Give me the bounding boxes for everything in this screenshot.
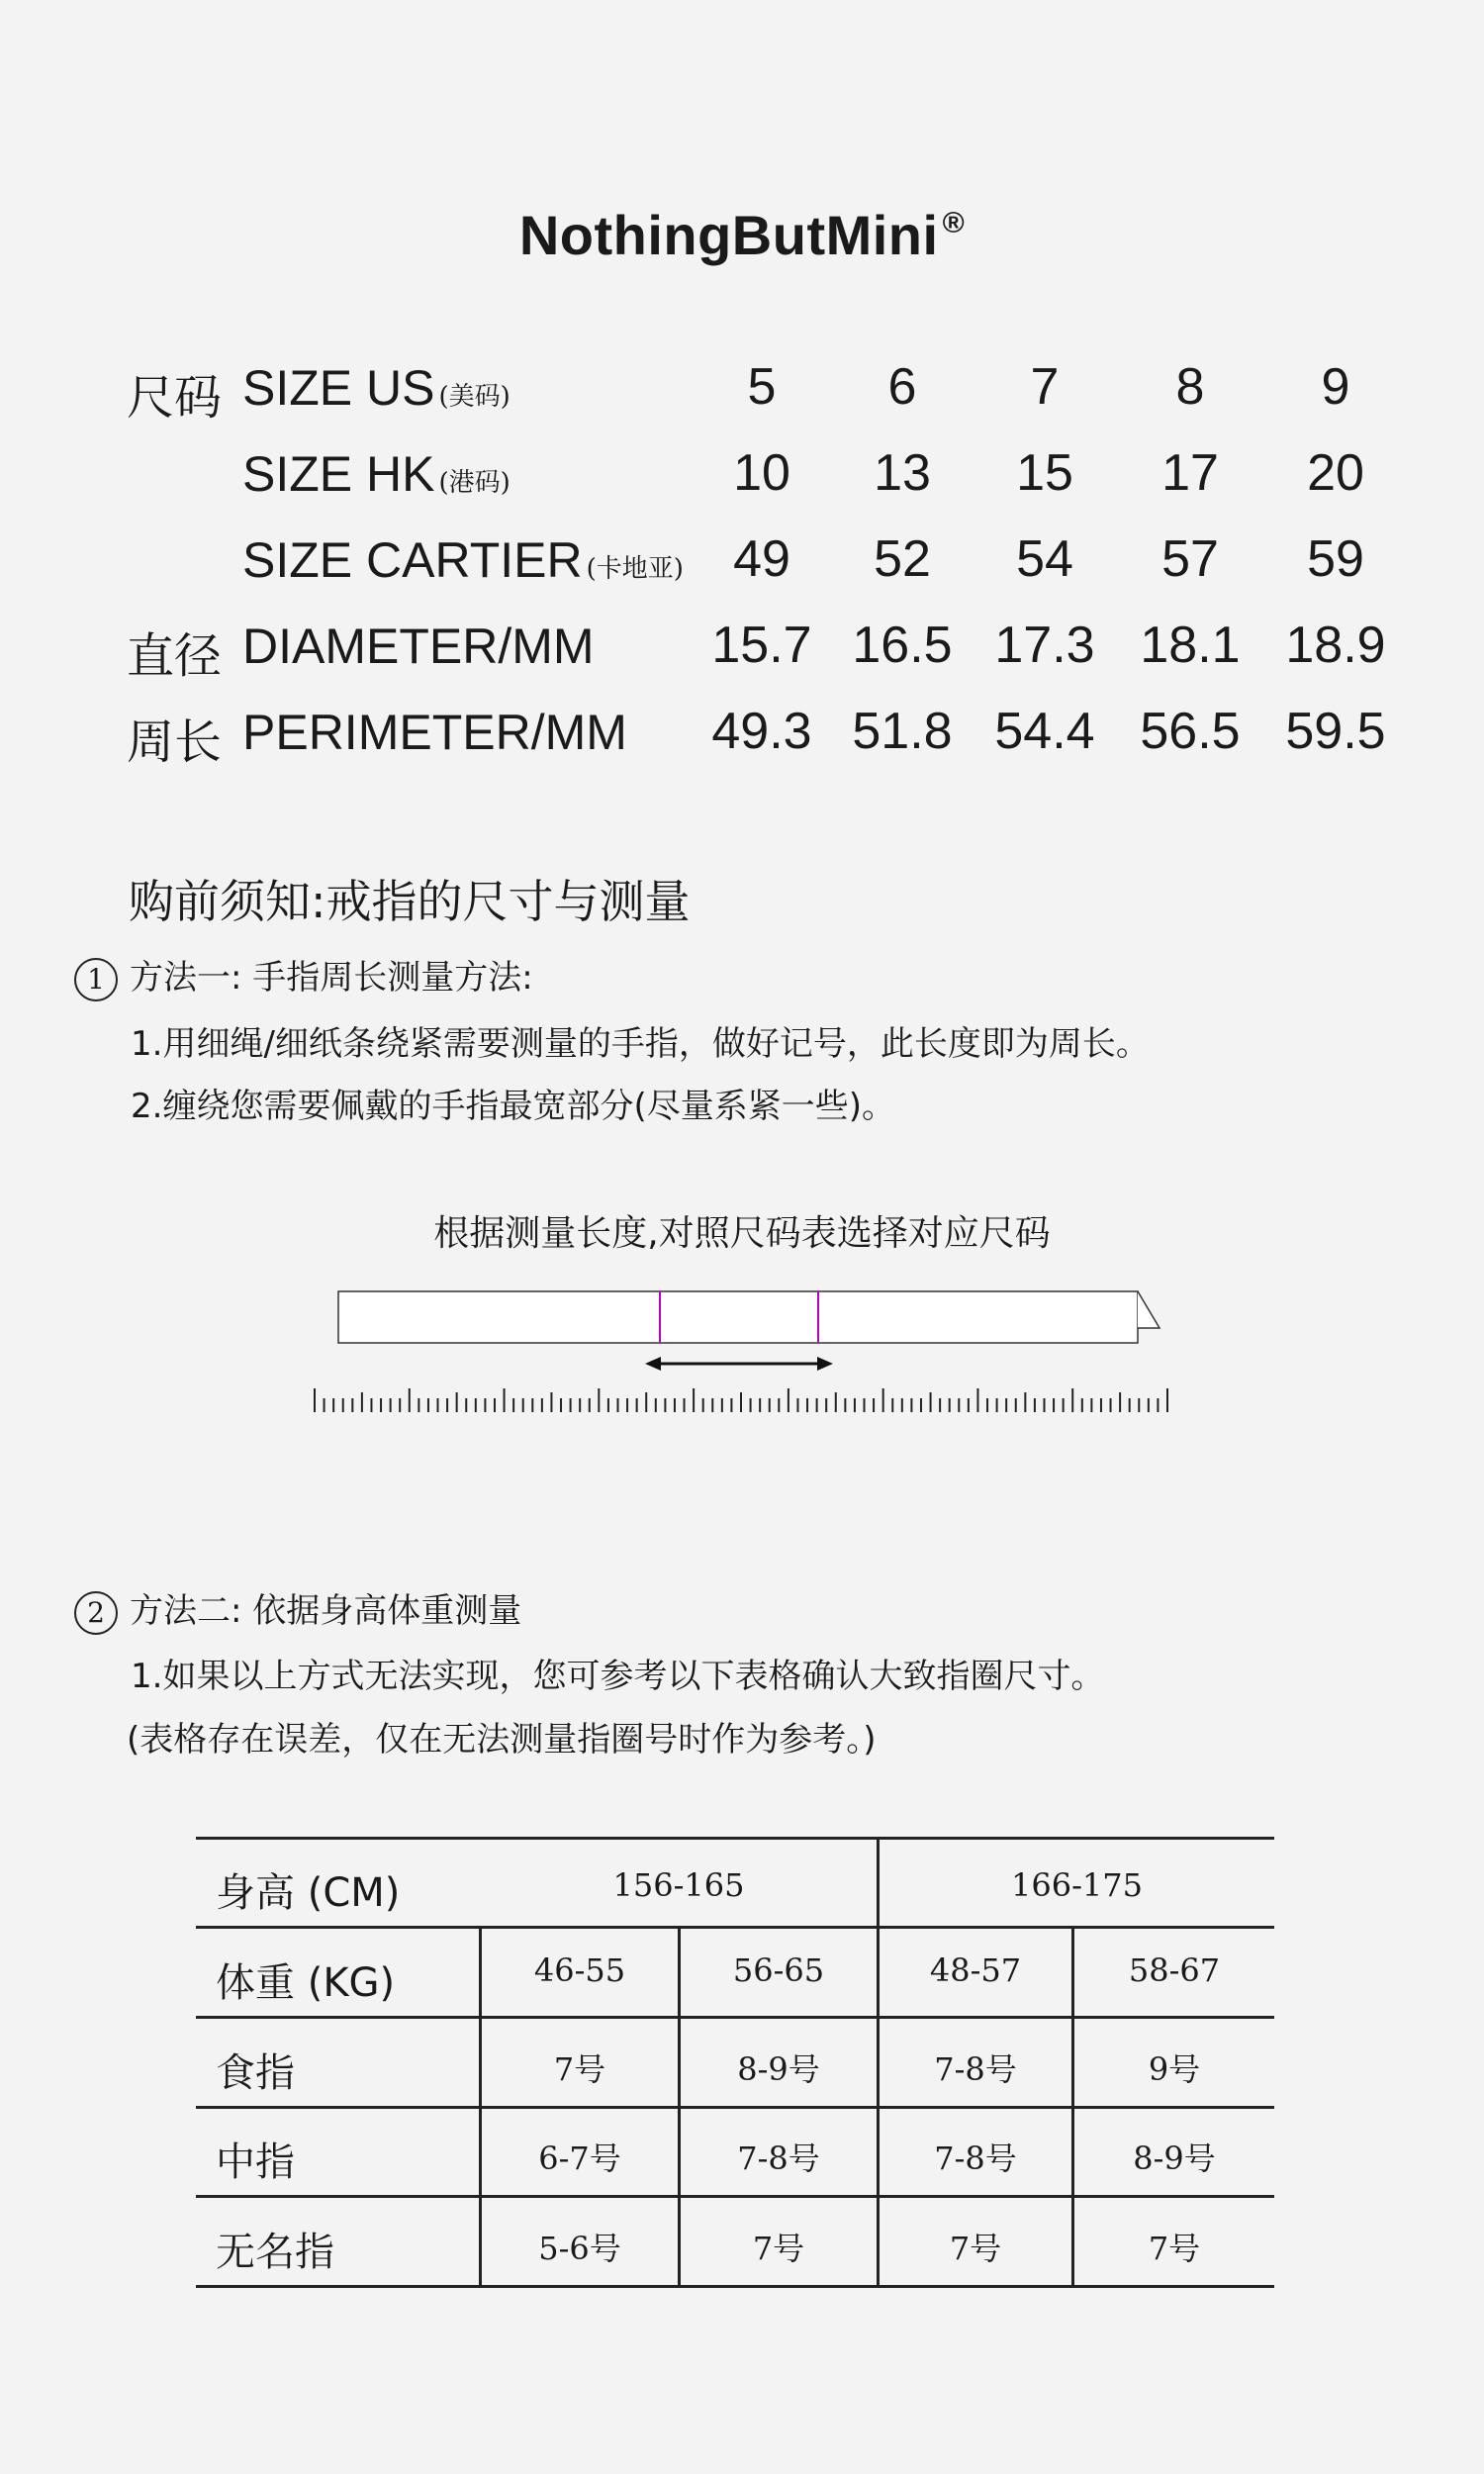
row-label-en-text: SIZE HK: [242, 446, 435, 502]
table-rule: [196, 2285, 1274, 2288]
size-cell: 52: [874, 530, 931, 588]
method1-title: [74, 950, 533, 1001]
ring-size-cell: 7-8号: [934, 2050, 1017, 2088]
size-cell: 9: [1321, 358, 1350, 416]
table-rule: [196, 2016, 1274, 2019]
row-label-zh: 尺码: [127, 370, 223, 426]
ring-size-cell: 8-9号: [737, 2050, 820, 2088]
ring-size-cell: 7-8号: [934, 2140, 1017, 2177]
table-rule: [196, 2106, 1274, 2109]
size-cell: 18.9: [1285, 617, 1386, 674]
size-cell: 7: [1030, 358, 1060, 416]
size-cell: 51.8: [852, 703, 953, 760]
size-cell: 59: [1307, 530, 1364, 588]
weight-cell: 56-65: [732, 1951, 825, 1989]
method2-title-text: 方法二: 依据身高体重测量: [130, 1591, 522, 1631]
size-cell: 20: [1307, 444, 1364, 502]
method1-step: 1.用细绳/细纸条绕紧需要测量的手指，做好记号，此长度即为周长。: [131, 1024, 1150, 1064]
size-row-diameter: [0, 610, 1484, 689]
height-label: 身高 (CM): [216, 1870, 401, 1916]
size-cell: 5: [747, 358, 777, 416]
row-label-en-text: SIZE CARTIER: [242, 532, 583, 588]
weight-cell: 46-55: [533, 1951, 626, 1989]
ring-size-cell: 7号: [949, 2230, 1002, 2267]
size-row-cartier: [0, 523, 1484, 603]
registered-mark: ®: [942, 207, 966, 239]
row-label-zh: 周长: [127, 714, 223, 770]
ring-size-cell: 7号: [752, 2230, 805, 2267]
size-cell: 54: [1016, 530, 1073, 588]
method2-title: [74, 1583, 521, 1635]
row-label-en-text: DIAMETER/MM: [242, 618, 595, 674]
ring-size-cell: 6-7号: [538, 2140, 621, 2177]
height-group: 166-175: [1011, 1866, 1143, 1904]
weight-label: 体重 (KG): [216, 1960, 396, 2006]
size-cell: 59.5: [1285, 703, 1386, 760]
row-label-en: [242, 531, 684, 589]
table-rule: [196, 1837, 1274, 1840]
size-cell: 15: [1016, 444, 1073, 502]
size-cell: 56.5: [1140, 703, 1241, 760]
ring-size-cell: 7-8号: [737, 2140, 820, 2177]
row-label-note: (卡地亚): [586, 554, 684, 584]
method1-step: 2.缠绕您需要佩戴的手指最宽部分(尽量系紧一些)。: [131, 1087, 895, 1126]
row-label-en-text: SIZE US: [242, 360, 435, 416]
notice-heading: 购前须知:戒指的尺寸与测量: [129, 875, 691, 928]
size-cell: 8: [1175, 358, 1205, 416]
row-label-note: (港码): [438, 468, 510, 498]
number-circle: 2: [74, 1591, 118, 1635]
size-cell: 49: [733, 530, 790, 588]
ring-size-cell: 5-6号: [538, 2230, 621, 2267]
row-label-en: [242, 445, 510, 503]
method1-title-text: 方法一: 手指周长测量方法:: [130, 958, 533, 998]
brand-name: NothingButMini: [518, 204, 939, 266]
size-row-hk: [0, 437, 1484, 517]
size-cell: 57: [1161, 530, 1219, 588]
finger-label: 无名指: [216, 2230, 334, 2275]
row-label-en: [242, 359, 510, 417]
weight-cell: 48-57: [929, 1951, 1022, 1989]
brand-logo: [0, 203, 1484, 267]
size-row-perimeter: [0, 696, 1484, 775]
size-cell: 54.4: [994, 703, 1095, 760]
size-cell: 17: [1161, 444, 1219, 502]
size-cell: 18.1: [1140, 617, 1241, 674]
ring-size-cell: 9号: [1148, 2050, 1201, 2088]
row-label-zh: 直径: [127, 628, 223, 684]
finger-label: 食指: [216, 2050, 295, 2096]
paper-strip: [338, 1291, 1159, 1343]
row-label-en: [242, 618, 595, 675]
double-arrow-icon: [645, 1357, 833, 1371]
weight-cell: 58-67: [1128, 1951, 1221, 1989]
method2-note: (表格存在误差，仅在无法测量指圈号时作为参考。): [127, 1720, 877, 1760]
size-cell: 10: [733, 444, 790, 502]
size-cell: 15.7: [711, 617, 812, 674]
height-group: 156-165: [612, 1866, 745, 1904]
size-cell: 13: [874, 444, 931, 502]
body-size-table: [196, 1837, 1274, 2288]
row-label-en-text: PERIMETER/MM: [242, 705, 627, 760]
table-rule: [196, 1926, 1274, 1929]
row-label-note: (美码): [438, 382, 510, 412]
measuring-diagram: [0, 1277, 1484, 1435]
size-cell: 6: [887, 358, 917, 416]
row-label-en: [242, 704, 627, 761]
diagram-caption: 根据测量长度,对照尺码表选择对应尺码: [433, 1213, 1051, 1254]
size-cell: 16.5: [852, 617, 953, 674]
size-cell: 49.3: [711, 703, 812, 760]
table-rule: [196, 2195, 1274, 2198]
size-row-us: [0, 351, 1484, 430]
finger-label: 中指: [216, 2140, 295, 2185]
size-cell: 17.3: [994, 617, 1095, 674]
method2-step: 1.如果以上方式无法实现，您可参考以下表格确认大致指圈尺寸。: [131, 1657, 1105, 1696]
ruler-scale: [315, 1388, 1167, 1412]
ring-size-cell: 7号: [1148, 2230, 1201, 2267]
number-circle: 1: [74, 958, 118, 1001]
ring-size-cell: 8-9号: [1133, 2140, 1216, 2177]
ring-size-cell: 7号: [553, 2050, 606, 2088]
